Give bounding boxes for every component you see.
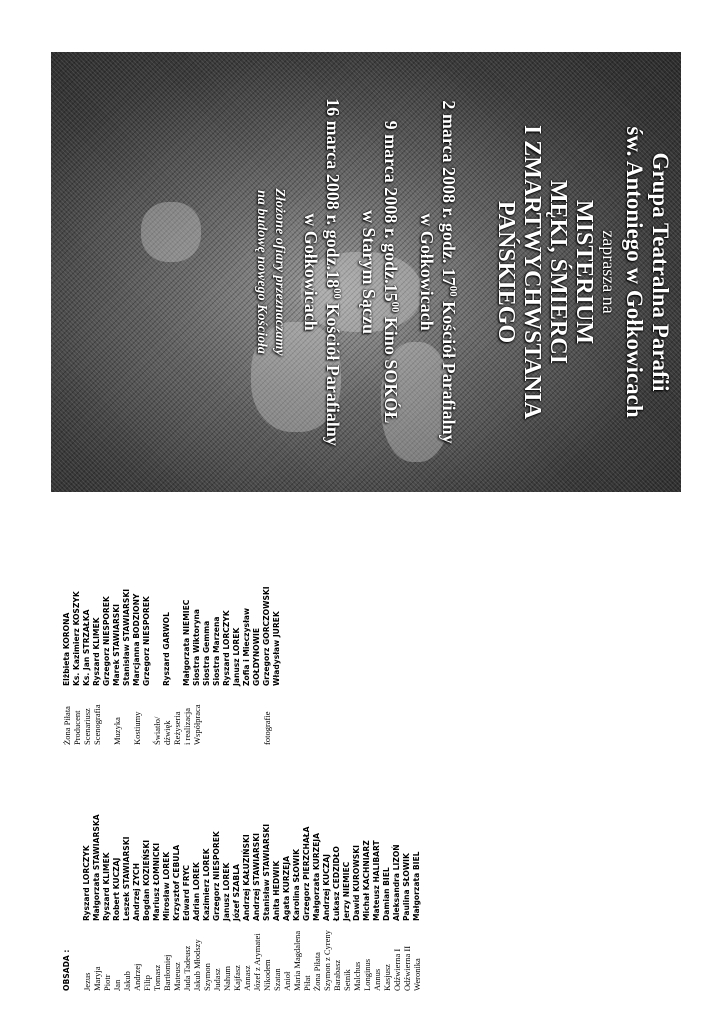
cast-role: Longinus	[362, 958, 372, 991]
cast-actor: Karolina SŁOWIK	[292, 849, 301, 921]
cast-actor: Michał KACHNIARZ	[362, 840, 371, 921]
poster-panskiego: PAŃSKIEGO	[493, 200, 519, 344]
cast-actor: Łukasz CEDZIDŁO	[332, 846, 341, 921]
crew-role: dźwięk	[162, 720, 172, 745]
crew-name: Władysław JUREK	[272, 611, 281, 686]
cast-actor: Robert KUCZAJ	[112, 857, 121, 921]
cast-role: Nahum	[222, 965, 232, 991]
crew-name: Ryszard GARWOL	[162, 612, 171, 686]
show-3-city: w Gołkowicach	[301, 213, 321, 331]
cast-role: Żona Piłata	[312, 952, 322, 991]
crew-name: Ks. Kazimierz KOSZYK	[72, 591, 81, 686]
poster-title-line2: św. Antoniego w Gołkowicach	[622, 126, 647, 418]
crew-role: Scenografia	[92, 704, 102, 745]
crew-name: Siostra Marzena	[212, 616, 221, 686]
cast-actor: Małgorzata BIEL	[412, 851, 421, 921]
poster-zmartwychwstania: I ZMARTWYCHWSTANIA	[519, 124, 545, 420]
cast-role: Juda Tadeusz	[182, 945, 192, 991]
cast-role: Weronika	[412, 958, 422, 991]
cast-role: Andrzej	[132, 963, 142, 991]
cast-role: Mateusz	[172, 962, 182, 991]
crew-name: Janusz LOREK	[232, 627, 241, 686]
crew-name: Marek STAWIARSKI	[112, 604, 121, 686]
cast-actor: Dawid KUROWSKI	[352, 845, 361, 921]
cast-role: Setnik	[342, 969, 352, 991]
cast-list	[62, 551, 422, 991]
poster-photo-panel	[51, 52, 681, 492]
crew-name: Stanisław STAWIARSKI	[122, 588, 131, 686]
cast-actor: Bogdan KOZIEŃSKI	[142, 839, 151, 921]
cast-actor: Małgorzata STAWIARSKA	[92, 814, 101, 921]
cast-actor: Leszek STAWIARSKI	[122, 836, 131, 921]
cast-actor: Paulina SŁOWIK	[402, 853, 411, 921]
cast-role: Judasz	[212, 968, 222, 991]
cast-role: Barabasz	[332, 959, 342, 991]
cast-role: Maria Magdalena	[292, 930, 302, 991]
crew-role: Kostiumy	[132, 711, 142, 745]
show-1-line: 2 marca 2008 r. godz. $17^{00}$ Kościół Parafialny	[439, 100, 459, 444]
donation-note-line2: na budowę nowego Kościoła	[254, 190, 269, 354]
cast-actor: Ryszard KLIMEK	[102, 852, 111, 921]
cast-role: Maryja	[92, 966, 102, 991]
crew-role: Scenariusz	[82, 708, 92, 745]
crew-name: Siostra Wiktoryna	[192, 608, 201, 686]
cast-role: Anioł	[282, 971, 292, 991]
crew-name: GOŁDYNOWIE	[252, 627, 261, 686]
cast-actor: Damian BIEL	[382, 867, 391, 921]
cast-actor: Mariusz ŁOMNICKI	[152, 842, 161, 921]
cast-role: Jakub Młodszy	[192, 939, 202, 991]
crew-name: Grzegorz GORCZOWSKI	[262, 586, 271, 686]
cast-actor: Mateusz HALIBART	[372, 840, 381, 921]
cast-actor: Adrian LOREK	[192, 862, 201, 921]
cast-actor: Andrzej ZYCH	[132, 863, 141, 921]
crew-role: Światło/	[152, 716, 162, 745]
crew-name: Ryszard KLIMEK	[92, 617, 101, 686]
crew-name: Ks. Jan STRZAŁKA	[82, 609, 91, 686]
cast-role: Tomasz	[152, 964, 162, 991]
crew-role: fotografie	[262, 711, 272, 745]
cast-actor: Edward FRYC	[182, 864, 191, 921]
crew-name: Grzegorz NIESPOREK	[142, 596, 151, 686]
show-1-city: w Gołkowicach	[417, 213, 437, 331]
crew-name: Marcjanna BODZIONY	[132, 593, 141, 686]
cast-actor: Andrzej KAŁUZIŃSKI	[242, 834, 251, 921]
cast-role: Piotr	[102, 974, 112, 991]
crew-name: Elżbieta KORONA	[62, 612, 71, 686]
cast-role: Kajfasz	[232, 965, 242, 991]
cast-role: Annasz	[242, 965, 252, 991]
crew-role: i realizacja	[182, 707, 192, 745]
show-2-line: 9 marca 2008 r. $godz.15^{00}$ Kino SOKÓŁ	[381, 120, 401, 424]
cast-actor: Anita HEDWIK	[272, 860, 281, 921]
cast-role: Jezus	[82, 972, 92, 991]
cast-actor: Ryszard LORCZYK	[82, 845, 91, 921]
poster-misterium: MISTERIUM	[571, 199, 597, 344]
cast-role: Annus	[372, 968, 382, 991]
crew-role: Reżyseria	[172, 711, 182, 745]
cast-actor: Mirosław LOREK	[162, 851, 171, 921]
cast-actor: Andrzej KUCZAJ	[322, 854, 331, 921]
cast-actor: Jerzy NIEMIEC	[342, 861, 351, 921]
cast-actor: Grzegorz PIERZCHAŁA	[302, 826, 311, 921]
cast-role: Józef z Arymatei	[252, 933, 262, 991]
cast-actor: Agata KURZEJA	[282, 856, 291, 921]
crew-name: Grzegorz NIESPOREK	[102, 596, 111, 686]
cast-role: Szatan	[272, 968, 282, 991]
cast-role: Szymon	[202, 963, 212, 991]
cast-role: Bartłomiej	[162, 954, 172, 991]
cast-role: Odźwierna II	[402, 945, 412, 991]
cast-role: Jakub	[122, 971, 132, 991]
cast-actor: Małgorzata KURZEJA	[312, 833, 321, 921]
crew-name: Ryszard LORCZYK	[222, 610, 231, 686]
crew-name: Małgorzata NIEMIEC	[182, 599, 191, 686]
cast-actor: Janusz LOREK	[222, 862, 231, 921]
cast-actor: Kazimierz LOREK	[202, 848, 211, 921]
cast-actor: Krzysztof CEBULA	[172, 844, 181, 921]
poster-invite: zaprasza na	[599, 230, 619, 314]
crew-role: Producent	[72, 710, 82, 745]
crew-role: Żona Piłata	[62, 706, 72, 745]
cast-actor: Andrzej STAWIARSKI	[252, 833, 261, 921]
show-2-city: w Starym Sączu	[359, 210, 379, 334]
cast-actor: Grzegorz NIESPOREK	[212, 831, 221, 921]
cast-actor: Józef SZABLA	[232, 864, 241, 921]
cast-role: Piłat	[302, 975, 312, 991]
cast-role: Szymon z Cyreny	[322, 930, 332, 991]
poster-text	[51, 52, 681, 492]
crew-name: Zofia i Mieczysław	[242, 607, 251, 686]
cast-role: Odźwierna I	[392, 948, 402, 991]
cast-role: Malchus	[352, 961, 362, 991]
cast-role: Kasjusz	[382, 964, 392, 991]
show-3-line: 16 marca 2008 r. $godz.18^{00}$ Kościół Parafialny	[323, 98, 343, 446]
cast-actor: Aleksandra LIZOŃ	[392, 844, 401, 921]
cast-role: Nikodem	[262, 959, 272, 991]
cast-role: Filip	[142, 974, 152, 991]
crew-role: Współpraca	[192, 704, 202, 745]
donation-note-line1: Złożone ofiary przeznaczamy	[272, 188, 287, 356]
cast-actor: Stanisław STAWIARSKI	[262, 823, 271, 921]
poster-meki: MĘKI, ŚMIERCI	[545, 179, 571, 365]
cast-heading: OBSADA :	[62, 949, 71, 991]
cast-role: Jan	[112, 979, 122, 991]
crew-name: Siostra Gemma	[202, 620, 211, 686]
crew-role: Muzyka	[112, 717, 122, 745]
poster-title-line1: Grupa Teatralna Parafii	[648, 152, 673, 392]
